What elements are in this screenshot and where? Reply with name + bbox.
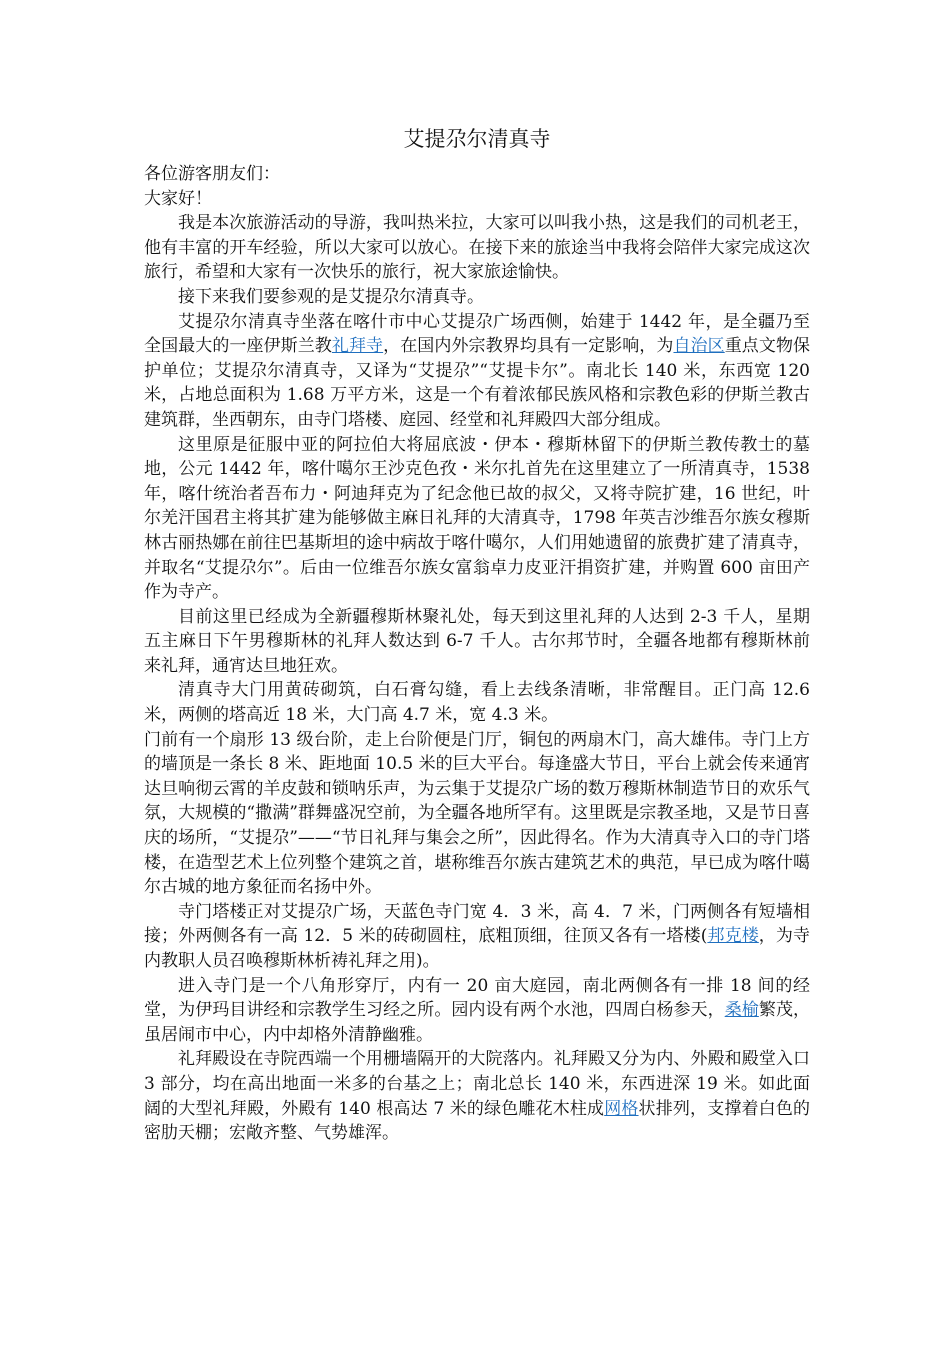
paragraph-platform: 门前有一个扇形 13 级台阶，走上台阶便是门厅，铜包的两扇木门，高大雄伟。寺门上方的墙顶是一条长 8 米、距地面 10.5 米的巨大平台。每逢盛大节日，平台上就会传来通宵达旦响彻云霄的羊皮鼓和锁呐乐声，为云集于艾提尕广场的数万穆斯林制造节日的欢乐气氛，大规模的“撒满”群舞盛况空前，为全疆各地所罕有。这里既是宗教圣地，又是节日喜庆的场所，“艾提尕”——“节日礼拜与集会之所”，因此得名。作为大清真寺入口的寺门塔楼，在造型艺术上位列整个建筑之首，堪称维吾尔族古建筑艺术的典范，早已成为喀什噶尔古城的地方象征而名扬中外。 (144, 729, 810, 898)
paragraph-prayer-hall-text-b: 状排列，支撑着白色的密肋天棚；宏敞齐整、气势雄浑。 (144, 1098, 810, 1144)
paragraph-gate-tower-text-b: ，为寺内教职人员召唤穆斯林析祷礼拜之用)。 (144, 926, 811, 971)
paragraph-overview (144, 310, 810, 433)
hello-line: 大家好！ (144, 188, 212, 209)
paragraph-worship: 目前这里已经成为全新疆穆斯林聚礼处，每天到这里礼拜的人达到 2-3 千人，星期五主麻日下午男穆斯林的礼拜人数达到 6-7 千人。古尔邦节时，全疆各地都有穆斯林前来礼拜，通宵达旦地狂欢。 (144, 606, 810, 676)
document-title: 艾提尕尔清真寺 (403, 127, 551, 151)
paragraph-overview-text-b: ，在国内外宗教界均具有一定影响，为 (383, 336, 674, 357)
document-body (144, 122, 810, 1146)
paragraph-intro: 我是本次旅游活动的导游，我叫热米拉，大家可以叫我小热，这是我们的司机老王，他有丰富的开车经验，所以大家可以放心。在接下来的旅途当中我将会陪伴大家完成这次旅行，希望和大家有一次快乐的旅行，祝大家旅途愉快。 (144, 213, 810, 283)
link-mulberry-elm[interactable]: 桑榆 (724, 1000, 759, 1021)
paragraph-courtyard (144, 974, 810, 1048)
paragraph-gate-tower (144, 900, 810, 974)
paragraph-gate: 清真寺大门用黄砖砌筑，白石膏勾缝，看上去线条清晰，非常醒目。正门高 12.6 米，两侧的塔高近 18 米，大门高 4.7 米，宽 4.3 米。 (144, 680, 810, 726)
paragraph-overview-text-c: 重点文物保护单位；艾提尕尔清真寺，又译为“艾提尕”“艾提卡尔”。南北长 140 米，东西宽 120 米，占地总面积为 1.68 万平方米，这是一个有着浓郁民族风格和宗教色彩的伊斯兰教古建筑群，坐西朝东，由寺门塔楼、庭园、经堂和礼拜殿四大部分组成。 (144, 336, 811, 430)
paragraph-courtyard-text-a: 进入寺门是一个八角形穿厅，内有一 20 亩大庭园，南北两侧各有一排 18 间的经堂，为伊玛目讲经和宗教学生习经之所。园内设有两个水池，四周白杨参天， (144, 975, 810, 1021)
link-mosque[interactable]: 礼拜寺 (331, 336, 384, 357)
paragraph-next-visit: 接下来我们要参观的是艾提尕尔清真寺。 (178, 286, 484, 307)
paragraph-history: 这里原是征服中亚的阿拉伯大将屈底波・伊本・穆斯林留下的伊斯兰教传教士的墓地，公元 1442 年，喀什噶尔王沙克色孜・米尔扎首先在这里建立了一所清真寺，1538 年，喀什统治者吾布力・阿迪拜克为了纪念他已故的叔父，又将寺院扩建，16 世纪，叶尔羌汗国君主将其扩建为能够做主麻日礼拜的大清真寺，1798 年英吉沙维吾尔族女穆斯林古丽热娜在前往巴基斯坦的途中病故于喀什噶尔，人们用她遗留的旅费扩建了清真寺，并取名“艾提尕尔”。后由一位维吾尔族女富翁卓力皮亚汗捐资扩建，并购置 600 亩田产作为寺产。 (144, 434, 810, 603)
paragraph-prayer-hall-text-a: 礼拜殿设在寺院西端一个用栅墙隔开的大院落内。礼拜殿又分为内、外殿和殿堂入口 3 部分，均在高出地面一米多的台基之上；南北总长 140 米，东西进深 19 米。如此面阔的大型礼拜殿，外殿有 140 根高达 7 米的绿色雕花木柱成 (144, 1049, 810, 1119)
link-autonomous-region[interactable]: 自治区 (673, 336, 725, 357)
paragraph-overview-text-a: 艾提尕尔清真寺坐落在喀什市中心艾提尕广场西侧，始建于 1442 年，是全疆乃至全国最大的一座伊斯兰教 (144, 311, 810, 357)
link-minaret[interactable]: 邦克楼 (707, 926, 759, 947)
paragraph-gate-tower-text-a: 寺门塔楼正对艾提尕广场，天蓝色寺门宽 4．3 米，高 4．7 米，门两侧各有短墙相接；外两侧各有一高 12．5 米的砖砌圆柱，底粗顶细，往顶又各有一塔楼( (144, 901, 810, 947)
paragraph-courtyard-text-b: 繁茂，虽居闹市中心，内中却格外清静幽雅。 (144, 1000, 811, 1045)
paragraph-prayer-hall (144, 1047, 810, 1145)
link-grid[interactable]: 网格 (604, 1098, 639, 1119)
greeting-line: 各位游客朋友们： (144, 164, 280, 184)
